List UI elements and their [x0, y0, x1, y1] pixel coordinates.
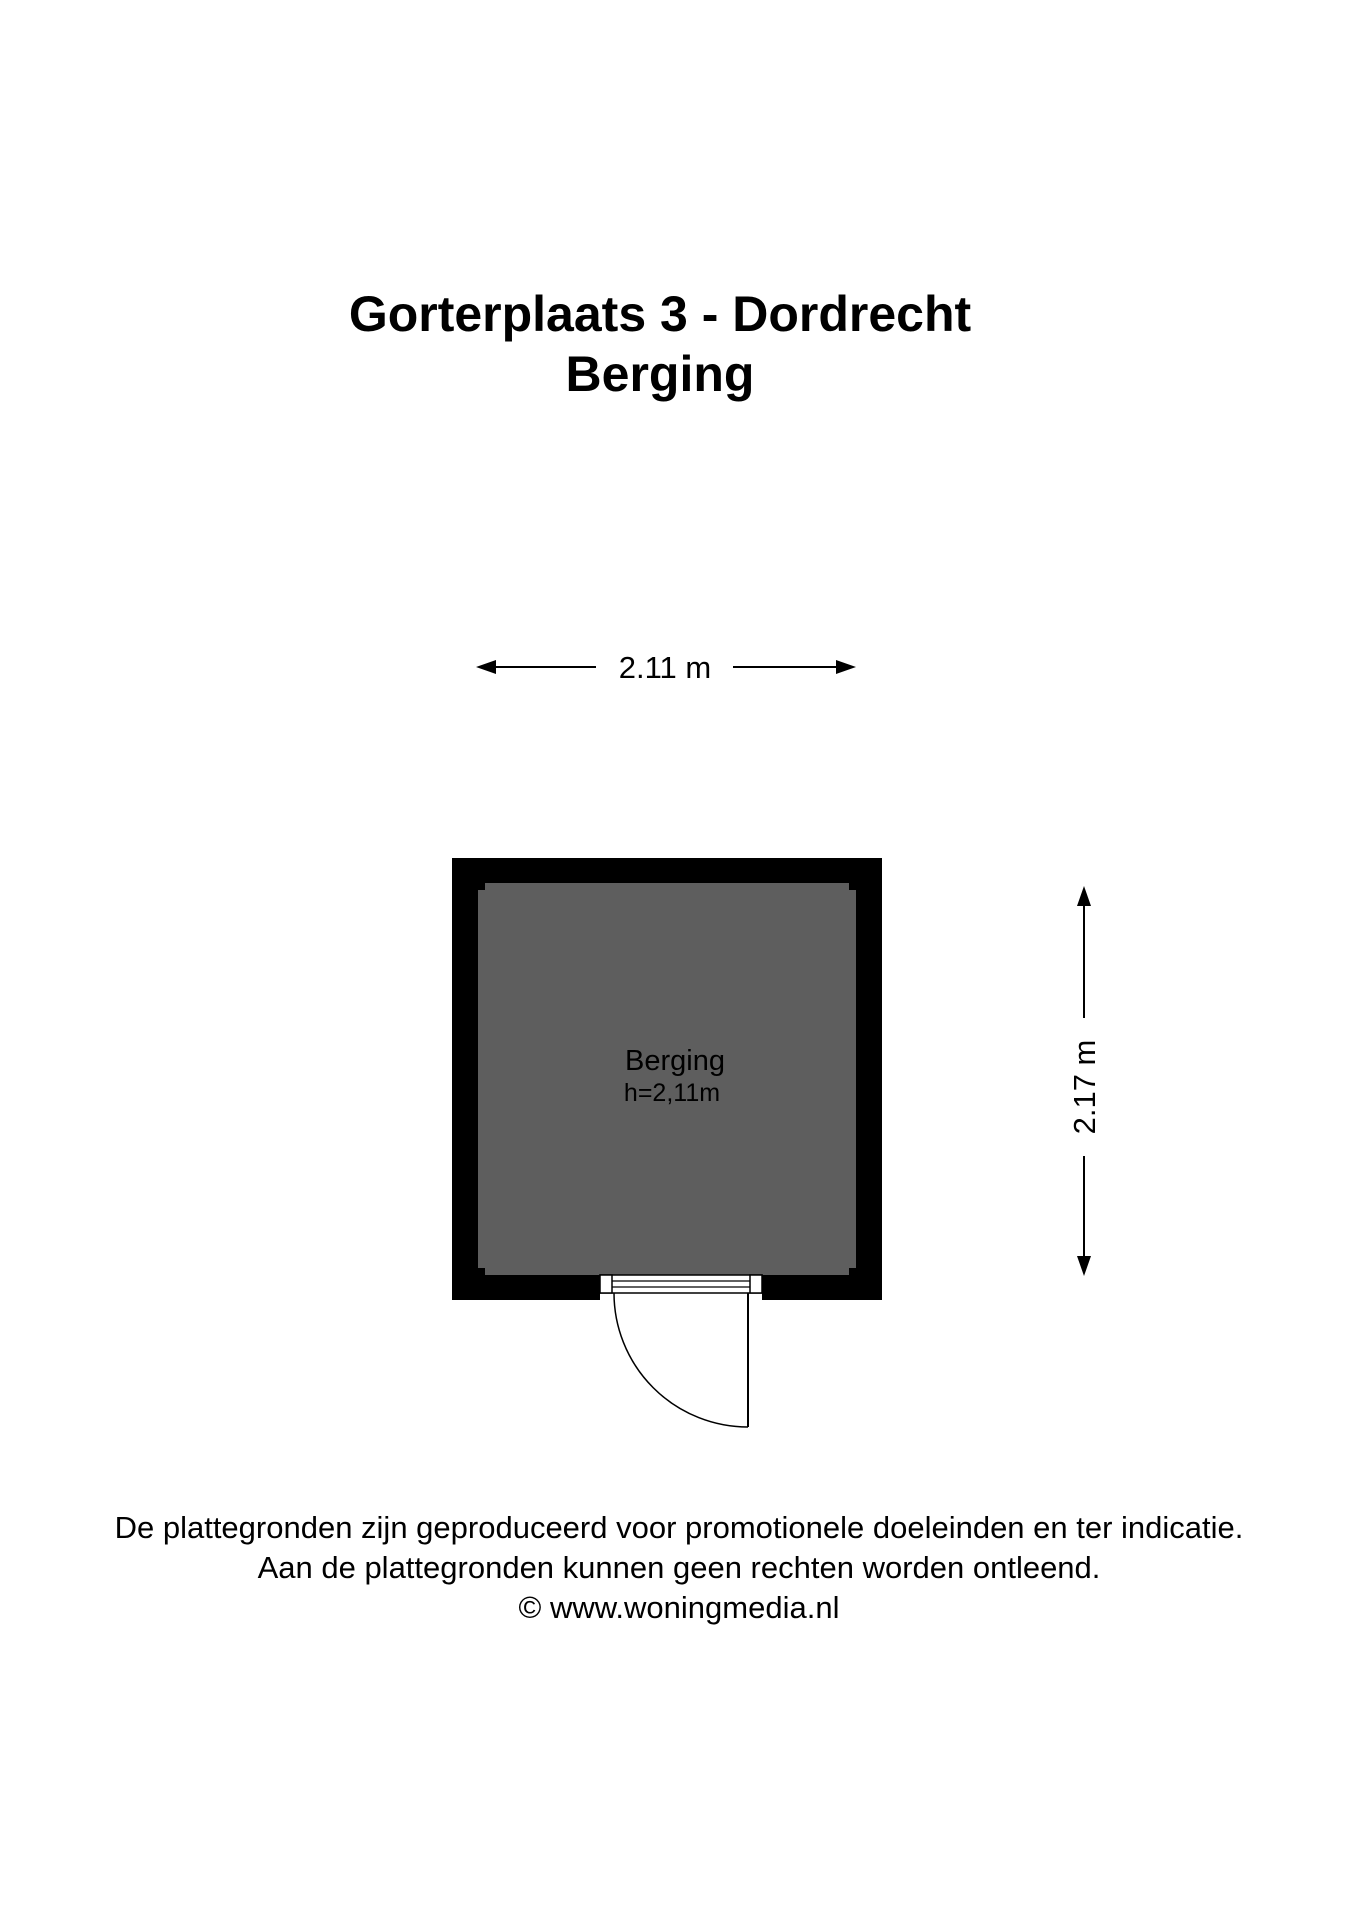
arrow-right-icon [836, 660, 856, 674]
height-dimension [1067, 886, 1102, 1276]
floor-corner-br [849, 1268, 856, 1275]
room-name-label: Berging [625, 1045, 725, 1077]
floor-corner-tr [849, 883, 856, 890]
door-swing-arc [614, 1293, 748, 1427]
page-title: Gorterplaats 3 - Dordrecht [348, 286, 972, 342]
floor-corner-tl [478, 883, 485, 890]
arrow-up-icon [1077, 886, 1091, 906]
disclaimer [0, 1508, 1358, 1628]
page-subtitle: Berging [565, 346, 755, 402]
floor-corner-bl [478, 1268, 485, 1275]
door-jamb-right [750, 1275, 762, 1293]
arrow-down-icon [1077, 1256, 1091, 1276]
height-dimension-label: 2.17 m [1067, 1039, 1102, 1135]
door [600, 1275, 762, 1427]
width-dimension-label: 2.11 m [618, 650, 712, 685]
arrow-left-icon [476, 660, 496, 674]
door-threshold [600, 1275, 762, 1293]
width-dimension [476, 650, 856, 685]
room-height-label: h=2,11m [623, 1079, 721, 1107]
disclaimer-line-2: Aan de plattegronden kunnen geen rechten worden ontleend. [257, 1550, 1101, 1585]
copyright-line: © www.woningmedia.nl [518, 1590, 840, 1625]
disclaimer-line-1: De plattegronden zijn geproduceerd voor promotionele doeleinden en ter indicatie. [114, 1510, 1244, 1545]
door-jamb-left [600, 1275, 612, 1293]
